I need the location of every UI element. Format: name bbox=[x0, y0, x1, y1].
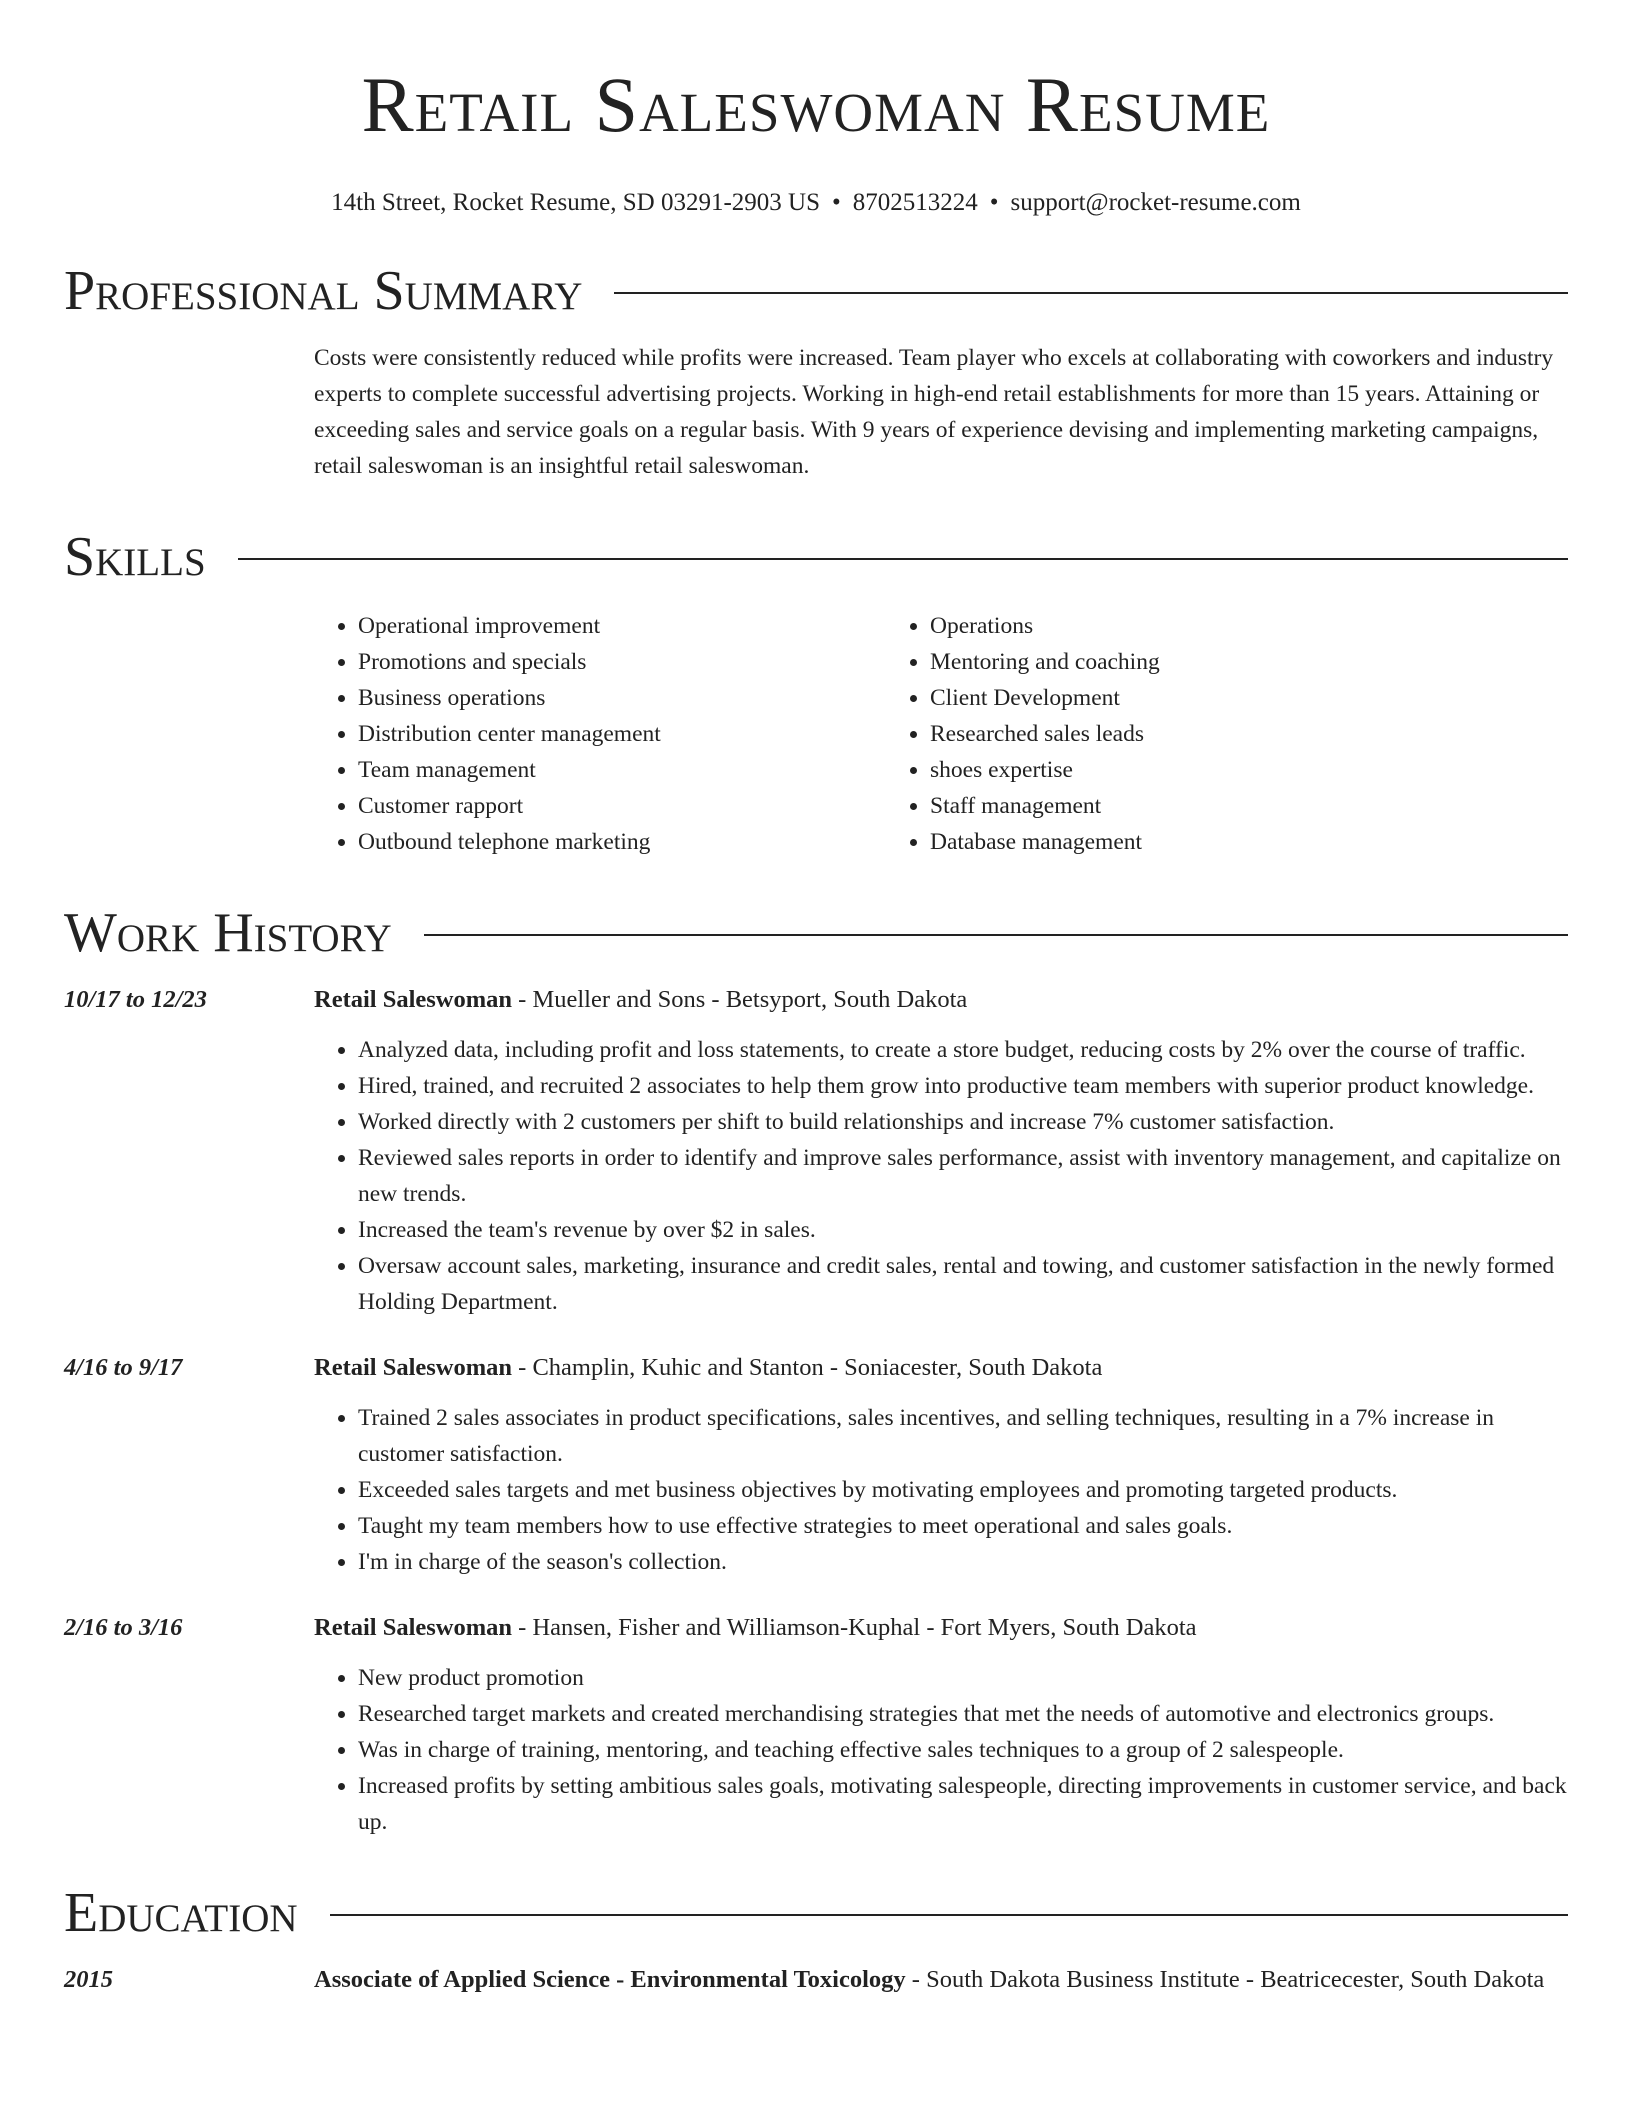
job-employer: - Hansen, Fisher and Williamson-Kuphal - Fort Myers, South Dakota bbox=[512, 1614, 1197, 1641]
education-degree: Associate of Applied Science - Environmental Toxicology bbox=[314, 1966, 906, 1993]
section-divider bbox=[614, 292, 1568, 294]
skill-item: • Staff management bbox=[930, 788, 1458, 824]
skill-item: • Operational improvement bbox=[358, 608, 886, 644]
job-bullet: • I'm in charge of the season's collection. bbox=[358, 1544, 1568, 1580]
section-divider bbox=[330, 1914, 1568, 1916]
section-title-skills: Skills bbox=[64, 526, 206, 588]
section-title-education: Education bbox=[64, 1882, 298, 1944]
job-bullets bbox=[314, 1032, 1568, 1320]
section-title-work: Work History bbox=[64, 902, 392, 964]
section-divider bbox=[424, 934, 1568, 936]
skills-list bbox=[314, 608, 1568, 860]
skill-item: • Researched sales leads bbox=[930, 716, 1458, 752]
job-dates: 4/16 to 9/17 bbox=[64, 1354, 183, 1381]
skill-item: • Promotions and specials bbox=[358, 644, 886, 680]
skills-column-left bbox=[314, 608, 886, 860]
job-bullet: • Was in charge of training, mentoring, and teaching effective sales techniques to a group of 2 salespeople. bbox=[358, 1732, 1568, 1768]
skills-section-heading bbox=[64, 526, 1568, 588]
job-bullets bbox=[314, 1400, 1568, 1580]
skill-item: • shoes expertise bbox=[930, 752, 1458, 788]
skill-item: • Business operations bbox=[358, 680, 886, 716]
job-role: Retail Saleswoman bbox=[314, 986, 513, 1013]
job-bullet: • Exceeded sales targets and met business objectives by motivating employees and promoting targeted products. bbox=[358, 1472, 1568, 1508]
job-employer: - Mueller and Sons - Betsyport, South Dakota bbox=[512, 986, 968, 1013]
skill-item: • Database management bbox=[930, 824, 1458, 860]
job-entry bbox=[64, 1350, 1568, 1580]
skill-item: • Customer rapport bbox=[358, 788, 886, 824]
job-bullet: • Taught my team members how to use effective strategies to meet operational and sales goals. bbox=[358, 1508, 1568, 1544]
contact-separator: • bbox=[832, 189, 841, 216]
job-bullet: • Analyzed data, including profit and loss statements, to create a store budget, reducing costs by 2% over the course of traffic. bbox=[358, 1032, 1568, 1068]
skills-column-right bbox=[886, 608, 1458, 860]
job-body bbox=[314, 1350, 1568, 1580]
job-body bbox=[314, 982, 1568, 1320]
job-heading bbox=[314, 982, 1568, 1018]
job-entry bbox=[64, 1610, 1568, 1840]
skill-item: • Team management bbox=[358, 752, 886, 788]
education-school: - South Dakota Business Institute - Beatricecester, South Dakota bbox=[905, 1966, 1545, 1993]
job-bullet: • Increased profits by setting ambitious sales goals, motivating salespeople, directing improvements in customer service, and back up. bbox=[358, 1768, 1568, 1840]
contact-email: support@rocket-resume.com bbox=[1010, 189, 1301, 216]
job-bullet: • Trained 2 sales associates in product specifications, sales incentives, and selling techniques, resulting in a 7% increase in customer satisfaction. bbox=[358, 1400, 1568, 1472]
job-bullet: • Researched target markets and created merchandising strategies that met the needs of automotive and electronics groups. bbox=[358, 1696, 1568, 1732]
job-employer: - Champlin, Kuhic and Stanton - Soniacester, South Dakota bbox=[512, 1354, 1103, 1381]
job-role: Retail Saleswoman bbox=[314, 1354, 513, 1381]
section-title-summary: Professional Summary bbox=[64, 260, 583, 322]
summary-section-heading bbox=[64, 260, 1568, 322]
skill-item: • Client Development bbox=[930, 680, 1458, 716]
contact-phone: 8702513224 bbox=[852, 189, 978, 216]
education-entry bbox=[64, 1960, 1568, 2000]
job-body bbox=[314, 1610, 1568, 1840]
education-section-heading bbox=[64, 1882, 1568, 1944]
skill-item: • Mentoring and coaching bbox=[930, 644, 1458, 680]
job-entry bbox=[64, 982, 1568, 1320]
skill-item: • Outbound telephone marketing bbox=[358, 824, 886, 860]
job-bullet: • New product promotion bbox=[358, 1660, 1568, 1696]
job-role: Retail Saleswoman bbox=[314, 1614, 513, 1641]
job-dates: 2/16 to 3/16 bbox=[64, 1614, 183, 1641]
job-heading bbox=[314, 1610, 1568, 1646]
summary-text: Costs were consistently reduced while profits were increased. Team player who excels at collaborating with coworkers and industry experts to complete successful advertising projects. Working in high-end retail establishments for more than 15 years. Attaining or exceeding sales and service goals on a regular basis. With 9 years of experience devising and implementing marketing campaigns, retail saleswoman is an insightful retail saleswoman. bbox=[314, 345, 1554, 479]
job-bullet: • Oversaw account sales, marketing, insurance and credit sales, rental and towing, and customer satisfaction in the newly formed Holding Department. bbox=[358, 1248, 1568, 1320]
contact-separator: • bbox=[989, 189, 999, 216]
job-bullet: • Hired, trained, and recruited 2 associates to help them grow into productive team members with superior product knowledge. bbox=[358, 1068, 1568, 1104]
work-history-list bbox=[64, 982, 1568, 1840]
contact-line bbox=[64, 188, 1568, 218]
job-bullet: • Increased the team's revenue by over $2 in sales. bbox=[358, 1212, 1568, 1248]
job-bullets bbox=[314, 1660, 1568, 1840]
skill-item: • Operations bbox=[930, 608, 1458, 644]
job-bullet: • Reviewed sales reports in order to identify and improve sales performance, assist with inventory management, and capitalize on new trends. bbox=[358, 1140, 1568, 1212]
education-year: 2015 bbox=[64, 1966, 113, 1993]
section-divider bbox=[238, 558, 1568, 560]
job-heading bbox=[314, 1350, 1568, 1386]
job-dates: 10/17 to 12/23 bbox=[64, 986, 207, 1013]
job-bullet: • Worked directly with 2 customers per shift to build relationships and increase 7% customer satisfaction. bbox=[358, 1104, 1568, 1140]
resume-title: Retail Saleswoman Resume bbox=[361, 61, 1271, 148]
work-section-heading bbox=[64, 902, 1568, 964]
skill-item: • Distribution center management bbox=[358, 716, 886, 752]
contact-address: 14th Street, Rocket Resume, SD 03291-2903 US bbox=[331, 189, 821, 216]
education-body bbox=[314, 1960, 1568, 2000]
